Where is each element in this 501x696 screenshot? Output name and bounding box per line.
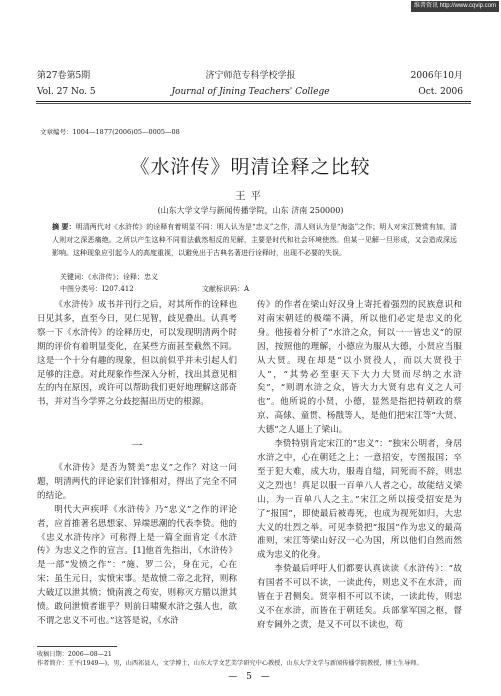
watermark: 维普资讯 http://www.cqvip.com [411, 1, 499, 12]
abstract [52, 221, 457, 259]
affiliation: (山东大学文学与新闻传播学院，山东 济南 250000) [157, 206, 344, 215]
body-left-main [37, 462, 237, 629]
body-left-intro [37, 299, 237, 410]
journal-name-cn: 济宁师范专科学校学报 [205, 71, 296, 81]
article-number: 文章编号：1004—1877(2006)05—0005—08 [40, 128, 180, 136]
author-bio: 作者简介：王平(1949—)，男，山西祁县人，文学博士，山东大学文艺美学研究中心教授，山东大学文学与新闻传播学院教授，博士生导师。 [37, 660, 423, 667]
paragraph: 李贽特别肯定宋江的“忠义”：“独宋公明者，身居水浒之中，心在朝廷之上；一意招安，专图报国；卒至于犯大难，成大功，服毒自缢，同死而不辞，则忠义之烈也！真足以服一百单八人者之心，故能结义梁山，为一百单八人之主。”宋江之所以接受招安是为了“报国”，即使最后被毒死，也成为视死如归，大忠大义的壮烈之举。可见李贽把“报国”作为忠义的最高准则，宋江等梁山好汉一心为国，所以他们自然而然成为忠义的化身。 [257, 439, 462, 561]
paragraph: 传》的作者在梁山好汉身上寄托着强烈的民族意识和对南宋朝廷的极端不满，所以他们必定是忠义的化身。他接着分析了“水浒之众，何以一一皆忠义”的原因，按照他的理解，小德应为服从大德，小贤应当服从大贤。现在却是“以小贤役人，而以大贤役于人”，“其势必至驱天下大力大贤而尽纳之水浒矣”，“则谓水浒之众，皆大力大贤有忠有义之人可也”。他所说的小贤，小德，显然是指把持朝政的蔡京、高俅、童贯、杨戬等人，是他们把宋江等“大贤、大德”之人逼上了梁山。 [257, 300, 462, 436]
received-date: 收稿日期：2006—08—21 [37, 651, 112, 658]
classification-number: 中图分类号：I207.412 [60, 285, 134, 293]
keywords: 关键词：《水浒传》；诠释；忠义 [60, 273, 158, 281]
paragraph: 《水浒传》成书并刊行之后，对其所作的诠释也日见其多，直至今日，见仁见智，歧见叠出。认真考察一下《水浒传》的诠释历史，可以发现明清两个时期的评价有着明显变化，在某些方面甚至截然不同。这是一个十分有趣的现象，但以前似乎并未引起人们足够的注意。对此现象作些深入分析，找出其意见相左的内在原因，或许可以帮助我们更好地理解这部奇书，并对当今学界之分歧挖掘出历史的根源。 [37, 300, 237, 408]
paragraph: 《水浒传》是否为赞美“忠义”之作？对这一问题，明清两代的评论家们针锋相对，得出了完全不同的结论。 [37, 463, 237, 501]
date-cn: 2006年10月 [410, 71, 463, 81]
paragraph: 李贽最后呼吁人们都要认真读读《水浒传》：“故有国者不可以不读，一读此传，则忠义不在水浒，而皆在于君侧矣。贤宰相不可以不读，一读此传，则忠义不在水浒，而皆在于朝廷矣。兵部掌军国之枢，督府专阃外之责，是又不可以不读也，苟 [257, 564, 462, 630]
body-right-column [257, 299, 462, 633]
abstract-text: 明清两代对《水浒传》的诠释有着明显不同：明人认为是“忠义”之作，清人则认为是“海盗”之作；明人对宋江赞赏有加，清人则对之深恶痛绝。之所以产生这种不同看法截然相反的见解，主要是时代和社会环境使然。但某一见解一旦形成，又会造成深远影响。这种现象应引起今人的高度重视，以避免出于古典名著进行诠释时，出现不必要的失误。 [52, 223, 457, 257]
abstract-label: 摘 要： [52, 222, 76, 231]
header-rule-thin [36, 103, 471, 104]
author: 王平 [235, 190, 266, 202]
paragraph: 明代大声疾呼《水浒传》乃“忠义”之作的评论者，应首推著名思想家、异端思潮的代表李贽。他的《忠义水浒传序》可称得上是一篇全面肯定《水浒传》为忠义之作的宣言。[1]他首先指出，《水浒传》是一部“发愤之作”：“施、罗二公，身在元，心在宋；虽生元日，实愤宋事。是故愤二帝之北狩，则称大破辽以泄其愤；愤南渡之苟安，则称灭方腊以泄其愤。敢问泄愤者谁乎？则前日啸聚水浒之强人也，欲不谓之忠义不可也。”这答是说，《水浒 [37, 504, 237, 626]
journal-name-en: Journal of Jining Teachers' College [171, 87, 330, 97]
volume-issue-en: Vol. 27 No. 5 [37, 87, 96, 97]
date-en: Oct. 2006 [418, 87, 463, 97]
document-code: 文献标识码：A [202, 285, 250, 293]
volume-issue-cn: 第27卷第5期 [37, 71, 91, 81]
footnote-rule [37, 646, 117, 647]
header-rule [36, 101, 471, 102]
page-number: — 5 — [228, 672, 273, 682]
article-title: 《水浒传》明清诠释之比较 [130, 156, 371, 178]
section-heading: 一 [131, 439, 143, 452]
